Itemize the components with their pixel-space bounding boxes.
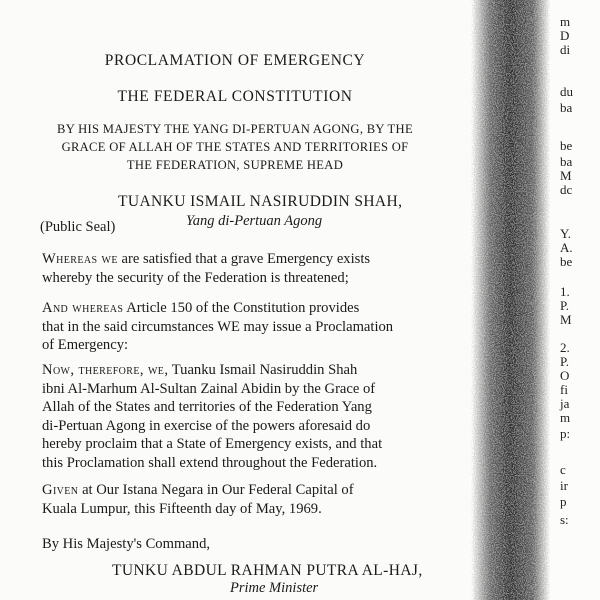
next-page-fragment: p [560,494,567,509]
paragraph-line: hereby proclaim that a State of Emergency exists, and that [42,436,383,452]
paragraph-line: Article 150 of the Constitution provides [123,300,360,316]
next-page-fragment: ba [560,154,573,169]
paragraph-lead: Now, therefore, we, [42,362,169,378]
adjacent-page-fragments [550,0,600,600]
paragraph-lead: Given [42,482,79,498]
paragraph-line: Kuala Lumpur, this Fifteenth day of May, 1969. [42,500,322,517]
next-page-fragment: P. [560,298,570,313]
sovereign-name: TUANKU ISMAIL NASIRUDDIN SHAH, [118,193,403,210]
next-page-fragment: D [560,28,570,43]
paragraph-line: Tuanku Ismail Nasiruddin Shah [168,362,358,378]
paragraph-line: this Proclamation shall extend throughout the Federation. [42,454,378,471]
next-page-fragment: s: [560,512,569,527]
paragraph-line: di-Pertuan Agong in exercise of the powers aforesaid do [42,417,371,434]
next-page-fragment: m [560,410,571,425]
paragraph-line: that in the said circumstances WE may issue a Proclamation [42,318,394,335]
paragraph-line: whereby the security of the Federation is threatened; [42,269,349,286]
paragraph-now-therefore [42,361,442,472]
next-page-fragment: dc [560,182,573,197]
paragraph-line: of Emergency: [42,337,129,353]
paragraph-given [42,481,442,518]
ruler-heading [0,120,470,174]
paragraph-whereas [42,250,442,287]
prime-minister-name: TUNKU ABDUL RAHMAN PUTRA AL-HAJ, [112,562,423,579]
next-page-fragment: 1. [560,284,570,299]
paragraph-line: at Our Istana Negara in Our Federal Capital of [78,482,354,498]
paragraph-lead: And whereas [42,300,124,316]
paragraph-line: are satisfied that a grave Emergency exists [117,251,371,267]
ruler-line: BY HIS MAJESTY THE YANG DI-PERTUAN AGONG, BY THE [57,122,413,136]
ruler-line: THE FEDERATION, SUPREME HEAD [126,158,344,172]
command-line: By His Majesty's Command, [42,536,211,552]
next-page-fragment: Y. [560,226,571,241]
next-page-fragment: m [560,14,571,29]
document-subtitle: THE FEDERAL CONSTITUTION [117,88,353,105]
next-page-fragment: be [560,138,573,153]
document-title: PROCLAMATION OF EMERGENCY [104,52,366,69]
next-page-fragment: P. [560,354,570,369]
paragraph-lead: Whereas we [42,251,118,267]
next-page-fragment: di [560,42,571,57]
next-page-fragment: p: [560,426,571,441]
prime-minister-title: Prime Minister [230,580,319,596]
next-page-fragment: du [560,84,573,99]
next-page-fragment: ba [560,100,573,115]
paragraph-line: Allah of the States and territories of the Federation Yang [42,399,372,415]
next-page-fragment: M [560,168,572,183]
sovereign-title: Yang di-Pertuan Agong [186,213,323,229]
next-page-fragment: A. [560,240,573,255]
next-page-fragment: 2. [560,340,570,355]
next-page-fragment: M [560,312,572,327]
next-page-fragment: O [560,368,570,383]
public-seal-label: (Public Seal) [40,219,116,235]
next-page-fragment: ir [560,478,568,493]
next-page-fragment: ja [560,396,570,411]
paragraph-and-whereas [42,299,442,355]
binding-shadow [470,0,550,600]
next-page-fragment: c [560,462,566,477]
paragraph-line: ibni Al-Marhum Al-Sultan Zainal Abidin by the Grace of [42,380,376,397]
next-page-fragment: fi [560,382,568,397]
next-page-fragment: be [560,254,573,269]
ruler-line: GRACE OF ALLAH OF THE STATES AND TERRITORIES OF [61,140,409,154]
